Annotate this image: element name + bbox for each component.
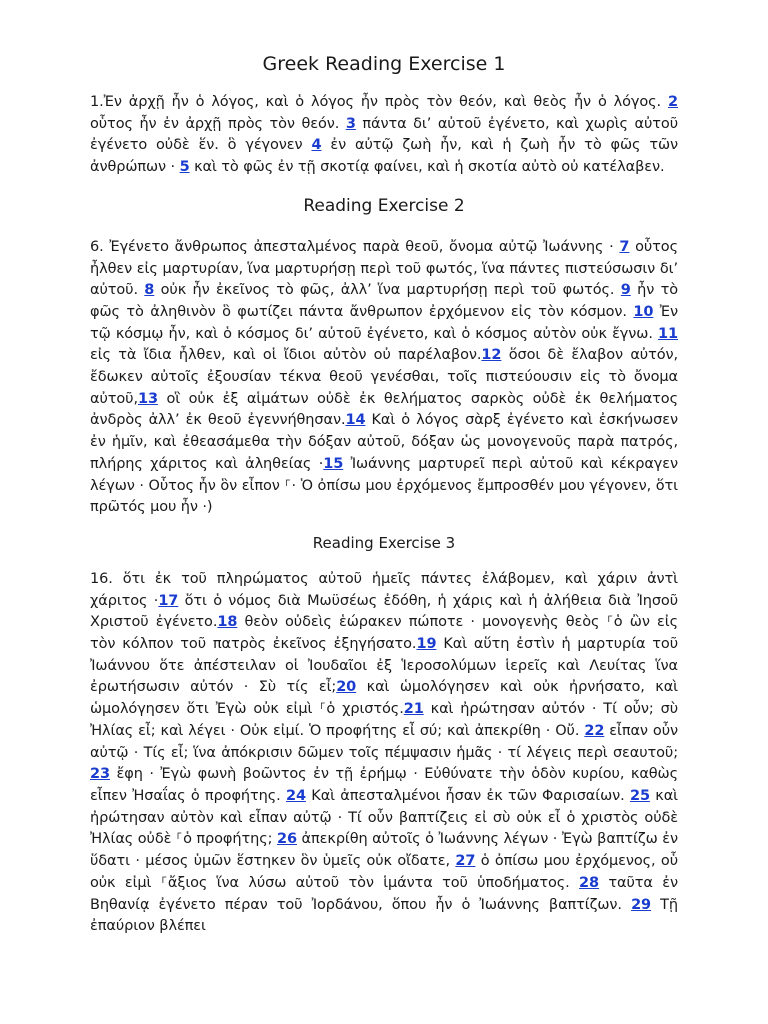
reading-exercise-2-text <box>90 237 678 519</box>
verse-link-29[interactable]: 29 <box>631 896 652 913</box>
verse-text: ἀπεκρίθη αὐτοῖς ὁ Ἰωάννης λέγων · Ἐγὼ βαπτίζω ἐν ὕδατι · μέσος ὑμῶν ἕστηκεν ὃν ὑμεῖς οὐκ οἴδατε, <box>90 831 678 870</box>
verse-link-4[interactable]: 4 <box>311 137 322 154</box>
verse-text: 6. Ἐγένετο ἄνθρωπος ἀπεσταλμένος παρὰ θεοῦ, ὄνομα αὐτῷ Ἰωάννης · <box>90 238 620 255</box>
verse-text: ταῦτα ἐν Βηθανίᾳ ἐγένετο πέραν τοῦ Ἰορδάνου, ὅπου ἦν ὁ Ἰωάννης βαπτίζων. <box>90 874 678 913</box>
verse-link-13[interactable]: 13 <box>137 390 158 407</box>
reading-exercise-3-text <box>90 569 678 938</box>
verse-text: οὗτος ἦλθεν εἰς μαρτυρίαν, ἵνα μαρτυρήσῃ περὶ τοῦ φωτός, ἵνα πάντες πιστεύσωσιν δι’ αὐτοῦ. <box>90 238 678 299</box>
verse-link-28[interactable]: 28 <box>579 874 600 891</box>
verse-text: Ἐν τῷ κόσμῳ ἦν, καὶ ὁ κόσμος δι’ αὐτοῦ ἐγένετο, καὶ ὁ κόσμος αὐτὸν οὐκ ἔγνω. <box>90 303 678 342</box>
verse-text: Καὶ ὁ λόγος σὰρξ ἐγένετο καὶ ἐσκήνωσεν ἐν ἡμῖν, καὶ ἐθεασάμεθα τὴν δόξαν αὐτοῦ, δόξαν ὡς μονογενοῦς παρὰ πατρός, πλήρης χάριτος καὶ ἀληθείας · <box>90 412 678 472</box>
verse-text: καὶ ἠρώτησαν αὐτὸν καὶ εἶπαν αὐτῷ · Τί οὖν βαπτίζεις εἰ σὺ οὐκ εἶ ὁ χριστὸς οὐδὲ Ἠλίας οὐδὲ ⸀ὁ προφήτης; <box>90 787 678 848</box>
verse-text: οἳ οὐκ ἐξ αἱμάτων οὐδὲ ἐκ θελήματος σαρκὸς οὐδὲ ἐκ θελήματος ἀνδρὸς ἀλλ’ ἐκ θεοῦ ἐγεννήθησαν. <box>90 390 678 429</box>
verse-link-2[interactable]: 2 <box>668 94 678 110</box>
verse-link-12[interactable]: 12 <box>481 347 502 364</box>
verse-link-21[interactable]: 21 <box>403 701 424 718</box>
verse-text: ἦν τὸ φῶς τὸ ἀληθινὸν ὃ φωτίζει πάντα ἄνθρωπον ἐρχόμενον εἰς τὸν κόσμον. <box>90 282 678 320</box>
verse-link-17[interactable]: 17 <box>158 592 179 609</box>
verse-link-15[interactable]: 15 <box>323 455 344 472</box>
verse-link-5[interactable]: 5 <box>179 159 190 176</box>
verse-link-26[interactable]: 26 <box>276 831 297 848</box>
verse-link-25[interactable]: 25 <box>629 787 650 804</box>
verse-text: Τῇ ἐπαύριον βλέπει <box>90 896 679 935</box>
verse-text: Καὶ ἀπεσταλμένοι ἦσαν ἐκ τῶν Φαρισαίων. <box>305 787 630 804</box>
document-page <box>90 0 678 938</box>
reading-exercise-1-text <box>90 92 678 179</box>
verse-text: εἶπαν οὖν αὐτῷ · Τίς εἶ; ἵνα ἀπόκρισιν δῶμεν τοῖς πέμψασιν ἡμᾶς · τί λέγεις περὶ σεαυτοῦ; <box>90 722 678 761</box>
verse-link-18[interactable]: 18 <box>217 614 238 631</box>
verse-text: θεὸν οὐδεὶς ἑώρακεν πώποτε · μονογενὴς θεὸς ⸀ὁ ὢν εἰς τὸν κόλπον τοῦ πατρὸς ἐκεῖνος ἐξηγήσατο. <box>90 614 678 653</box>
verse-link-11[interactable]: 11 <box>658 325 678 342</box>
verse-text: 1.Ἐν ἀρχῇ ἦν ὁ λόγος, καὶ ὁ λόγος ἦν πρὸς τὸν θεόν, καὶ θεὸς ἦν ὁ λόγος. <box>90 94 668 110</box>
reading-exercise-3-heading: Reading Exercise 3 <box>312 533 456 552</box>
verse-text: καὶ τὸ φῶς ἐν τῇ σκοτίᾳ φαίνει, καὶ ἡ σκοτία αὐτὸ οὐ κατέλαβεν. <box>189 159 665 176</box>
verse-text: πάντα δι’ αὐτοῦ ἐγένετο, καὶ χωρὶς αὐτοῦ ἐγένετο οὐδὲ ἕν. ὃ γέγονεν <box>90 115 678 154</box>
verse-text: εἰς τὰ ἴδια ἦλθεν, καὶ οἱ ἴδιοι αὐτὸν οὐ παρέλαβον. <box>90 347 482 364</box>
verse-text: καὶ ὡμολόγησεν καὶ οὐκ ἠρνήσατο, καὶ ὡμολόγησεν ὅτι Ἐγὼ οὐκ εἰμὶ ⸀ὁ χριστός. <box>90 679 678 718</box>
verse-text: καὶ ἠρώτησαν αὐτόν · Τί οὖν; σὺ Ἠλίας εἶ; καὶ λέγει · Οὐκ εἰμί. Ὁ προφήτης εἶ σύ; καὶ ἀπεκρίθη · Οὔ. <box>90 701 678 739</box>
verse-link-7[interactable]: 7 <box>619 238 630 255</box>
reading-exercise-2-heading: Reading Exercise 2 <box>303 195 465 216</box>
verse-link-27[interactable]: 27 <box>455 853 476 870</box>
verse-link-20[interactable]: 20 <box>336 679 357 696</box>
verse-text: Ἰωάννης μαρτυρεῖ περὶ αὐτοῦ καὶ κέκραγεν λέγων · Οὗτος ἦν ὃν εἶπον ⸀· Ὁ ὀπίσω μου ἐρχόμενος ἔμπροσθέν μου γέγονεν, ὅτι πρῶτός μου ἦν ·) <box>90 455 678 516</box>
verse-text: ἔφη · Ἐγὼ φωνὴ βοῶντος ἐν τῇ ἐρήμῳ · Εὐθύνατε τὴν ὁδὸν κυρίου, καθὼς εἶπεν Ἠσαΐας ὁ προφήτης. <box>90 766 678 804</box>
verse-link-10[interactable]: 10 <box>633 303 654 320</box>
verse-link-23[interactable]: 23 <box>90 766 110 783</box>
verse-text: ὁ ὀπίσω μου ἐρχόμενος, οὗ οὐκ εἰμὶ ⸀ἄξιος ἵνα λύσω αὐτοῦ τὸν ἱμάντα τοῦ ὑποδήματος. <box>90 853 678 891</box>
verse-link-24[interactable]: 24 <box>285 787 306 804</box>
verse-text: ὅσοι δὲ ἔλαβον αὐτόν, ἔδωκεν αὐτοῖς ἐξουσίαν τέκνα θεοῦ γενέσθαι, τοῖς πιστεύουσιν εἰς τὸ ὄνομα αὐτοῦ, <box>90 347 679 407</box>
verse-link-8[interactable]: 8 <box>144 282 155 299</box>
verse-text: ἐν αὐτῷ ζωὴ ἦν, καὶ ἡ ζωὴ ἦν τὸ φῶς τῶν ἀνθρώπων · <box>90 137 679 176</box>
verse-text: οὗτος ἦν ἐν ἀρχῇ πρὸς τὸν θεόν. <box>90 115 346 132</box>
verse-text: Καὶ αὕτη ἐστὶν ἡ μαρτυρία τοῦ Ἰωάννου ὅτε ἀπέστειλαν οἱ Ἰουδαῖοι ἐξ Ἱεροσολύμων ἱερεῖς καὶ Λευίτας ἵνα ἐρωτήσωσιν αὐτόν · Σὺ τίς εἶ; <box>90 636 678 696</box>
verse-link-19[interactable]: 19 <box>416 636 437 653</box>
document-title: Greek Reading Exercise 1 <box>262 53 506 75</box>
verse-link-22[interactable]: 22 <box>584 722 605 739</box>
verse-text: 16. ὅτι ἐκ τοῦ πληρώματος αὐτοῦ ἡμεῖς πάντες ἐλάβομεν, καὶ χάριν ἀντὶ χάριτος · <box>90 570 678 609</box>
verse-link-9[interactable]: 9 <box>620 282 631 299</box>
verse-link-3[interactable]: 3 <box>345 115 356 132</box>
verse-text: οὐκ ἦν ἐκεῖνος τὸ φῶς, ἀλλ’ ἵνα μαρτυρήσῃ περὶ τοῦ φωτός. <box>154 282 621 299</box>
verse-text: ὅτι ὁ νόμος διὰ Μωϋσέως ἐδόθη, ἡ χάρις καὶ ἡ ἀλήθεια διὰ Ἰησοῦ Χριστοῦ ἐγένετο. <box>90 592 678 631</box>
verse-link-14[interactable]: 14 <box>345 412 366 429</box>
